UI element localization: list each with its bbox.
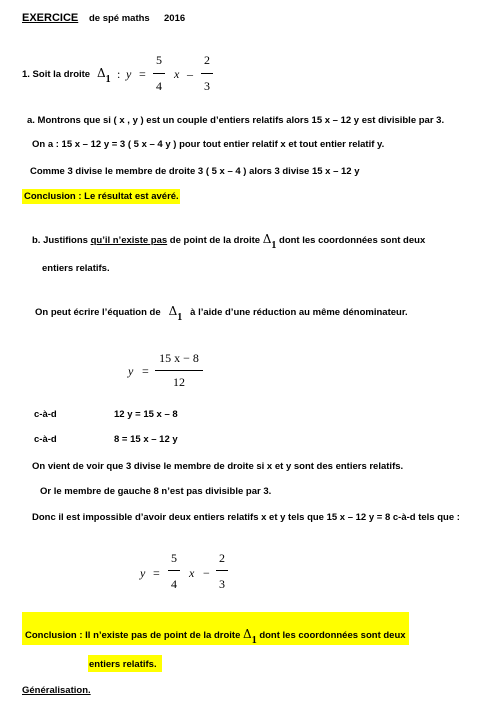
q1-label: 1. Soit la droite bbox=[22, 69, 91, 80]
q1-line-symbol bbox=[97, 66, 111, 85]
fraction-denominator: 4 bbox=[171, 577, 177, 591]
eq2-sign: = bbox=[153, 566, 160, 580]
eq2-fraction-5-4 bbox=[168, 552, 180, 592]
part-b-conclusion bbox=[25, 627, 406, 646]
cad2-label: c-à-d bbox=[34, 434, 57, 445]
fraction-numerator: 15 x − 8 bbox=[159, 351, 199, 365]
eq2-y: y bbox=[140, 566, 146, 580]
eq2-minus: − bbox=[203, 566, 210, 580]
part-a-line2: Comme 3 divise le membre de droite 3 ( 5 x – 4 ) alors 3 divise 15 x – 12 y bbox=[30, 166, 360, 177]
part-b-rewrite-suffix: à l’aide d’une réduction au même dénominateur. bbox=[190, 307, 408, 318]
exercise-subtitle: de spé maths bbox=[89, 13, 150, 24]
eq-fraction-15x-8-over-12 bbox=[155, 352, 203, 392]
q1-minus: – bbox=[187, 67, 193, 81]
generalisation-heading: Généralisation. bbox=[22, 685, 91, 696]
part-b-conclusion-suffix: dont les coordonnées sont deux bbox=[259, 630, 406, 641]
delta-subscript: 1 bbox=[105, 74, 111, 85]
part-b-intro-suffix: dont les coordonnées sont deux bbox=[279, 235, 426, 246]
part-b-line-a: On vient de voir que 3 divise le membre de droite si x et y sont des entiers relatifs. bbox=[32, 461, 404, 472]
part-b-conclusion-line2: entiers relatifs. bbox=[89, 659, 157, 670]
fraction-numerator: 5 bbox=[171, 551, 177, 565]
delta-subscript: 1 bbox=[177, 312, 183, 323]
part-b-intro-underlined: qu’il n’existe pas bbox=[90, 235, 168, 246]
cad1-label: c-à-d bbox=[34, 409, 57, 420]
part-b-intro-line2: entiers relatifs. bbox=[42, 263, 110, 274]
part-b-rewrite-text: On peut écrire l’équation de bbox=[35, 307, 161, 318]
q1-colon: : bbox=[117, 67, 121, 81]
fraction-bar bbox=[216, 570, 228, 571]
fraction-denominator: 3 bbox=[204, 79, 210, 93]
delta-subscript: 1 bbox=[271, 240, 277, 251]
q1-equals: = bbox=[139, 67, 146, 81]
part-b-intro-prefix: b. Justifions bbox=[32, 235, 88, 246]
eq2-x: x bbox=[189, 566, 195, 580]
eq2-fraction-2-3 bbox=[216, 552, 228, 592]
fraction-bar bbox=[153, 73, 165, 74]
part-a-line1: On a : 15 x – 12 y = 3 ( 5 x – 4 y ) pour tout entier relatif x et tout entier relatif y. bbox=[32, 139, 385, 150]
part-b-line-c: Donc il est impossible d’avoir deux entiers relatifs x et y tels que 15 x – 12 y = 8 c-à-d tels que : bbox=[32, 512, 460, 523]
part-b-intro-mid: de point de la droite bbox=[167, 235, 261, 246]
q1-x: x bbox=[174, 67, 180, 81]
q1-fraction-2-3 bbox=[201, 54, 213, 94]
part-b-rewrite bbox=[35, 304, 408, 323]
fraction-bar bbox=[168, 570, 180, 571]
cad1-equation: 12 y = 15 x – 8 bbox=[114, 409, 178, 420]
q1-y: y bbox=[126, 67, 132, 81]
delta-symbol: Δ bbox=[168, 304, 178, 318]
q1-fraction-5-4 bbox=[153, 54, 165, 94]
eq-y: y bbox=[128, 364, 134, 378]
exercise-year: 2016 bbox=[164, 13, 186, 24]
fraction-numerator: 5 bbox=[156, 53, 162, 67]
fraction-numerator: 2 bbox=[204, 53, 210, 67]
eq-sign: = bbox=[142, 364, 149, 378]
fraction-bar bbox=[201, 73, 213, 74]
fraction-bar bbox=[155, 370, 203, 371]
delta-symbol: Δ bbox=[243, 627, 252, 641]
fraction-denominator: 12 bbox=[173, 375, 185, 389]
part-b-intro bbox=[32, 232, 426, 251]
part-a-conclusion: Conclusion : Le résultat est avéré. bbox=[24, 191, 179, 202]
delta-subscript: 1 bbox=[251, 635, 257, 646]
delta-symbol: Δ bbox=[97, 66, 106, 80]
exercise-title: EXERCICE bbox=[22, 12, 79, 24]
cad2-equation: 8 = 15 x – 12 y bbox=[114, 434, 178, 445]
fraction-denominator: 4 bbox=[156, 79, 162, 93]
part-b-conclusion-prefix: Conclusion : Il n’existe pas de point de la droite bbox=[25, 630, 241, 641]
fraction-numerator: 2 bbox=[219, 551, 225, 565]
fraction-denominator: 3 bbox=[219, 577, 225, 591]
delta-symbol: Δ bbox=[262, 232, 272, 246]
part-b-line-b: Or le membre de gauche 8 n’est pas divisible par 3. bbox=[40, 486, 272, 497]
part-a-intro: a. Montrons que si ( x , y ) est un couple d’entiers relatifs alors 15 x – 12 y est divisible par 3. bbox=[27, 115, 445, 126]
